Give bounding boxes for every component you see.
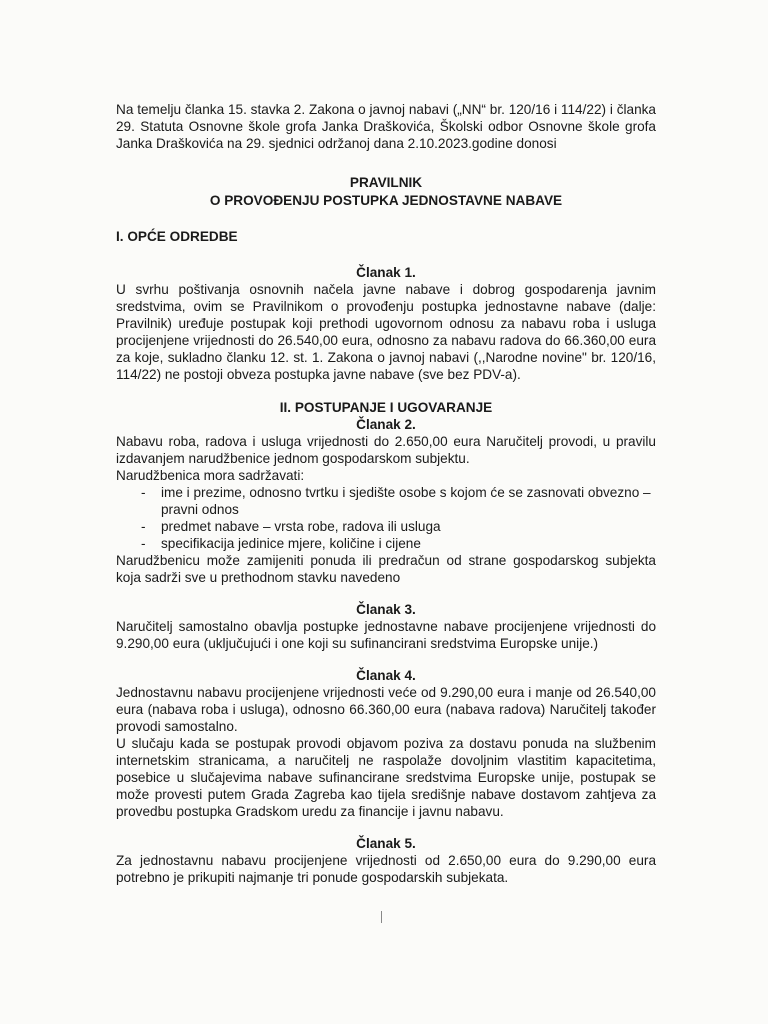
bullet-dash: -	[141, 536, 146, 551]
section-heading-procedure: II. POSTUPANJE I UGOVARANJE	[279, 400, 493, 415]
document-title	[116, 174, 656, 210]
title-line-2: O PROVOĐENJU POSTUPKA JEDNOSTAVNE NABAVE	[209, 193, 563, 208]
preamble: Na temelju članka 15. stavka 2. Zakona o javnoj nabavi („NN“ br. 120/16 i 114/22) i članka 29. Statuta Osnovne škole grofa Janka Draškovića, Školski odbor Osnovne škole grofa Janka Draškovića na 29. sjednici održanoj dana 2.10.2023.godine donosi	[116, 102, 656, 151]
article-5-title: Članak 5.	[356, 836, 416, 851]
article-3-title: Članak 3.	[356, 602, 416, 617]
article-4-text-1: Jednostavnu nabavu procijenjene vrijednosti veće od 9.290,00 eura i manje od 26.540,00 eura (nabava roba i usluga), odnosno 66.360,00 eura (nabava radova) Naručitelj također provodi samostalno.	[116, 685, 656, 734]
page-marker	[381, 911, 382, 923]
section-heading-general: I. OPĆE ODREDBE	[116, 229, 238, 244]
list-item-text: specifikacija jedinice mjere, količine i cijene	[161, 536, 421, 551]
list-item	[116, 518, 656, 535]
article-2-list	[116, 484, 656, 552]
list-item	[116, 535, 656, 552]
article-2-text-1: Nabavu roba, radova i usluga vrijednosti do 2.650,00 eura Naručitelj provodi, u pravilu izdavanjem narudžbenice jednom gospodarskom subjektu.	[116, 434, 656, 466]
article-5-text: Za jednostavnu nabavu procijenjene vrijednosti od 2.650,00 eura do 9.290,00 eura potrebno je prikupiti najmanje tri ponude gospodarskih subjekata.	[116, 853, 656, 885]
article-1-title: Članak 1.	[356, 265, 416, 280]
list-item-text: predmet nabave – vrsta robe, radova ili usluga	[161, 519, 441, 534]
document-body	[116, 101, 656, 886]
list-item	[116, 484, 656, 518]
article-4-text-2: U slučaju kada se postupak provodi objavom poziva za dostavu ponuda na službenim internetskim stranicama, a naručitelj ne raspolaže dovoljnim vlastitim kapacitetima, posebice u slučajevima nabave sufinancirane sredstvima Europske unije, postupak se može provesti putem Grada Zagreba kao tijela središnje nabave dostavom zahtjeva za provedbu postupka Gradskom uredu za financije i javnu nabavu.	[116, 736, 656, 819]
article-1-text: U svrhu poštivanja osnovnih načela javne nabave i dobrog gospodarenja javnim sredstvima, ovim se Pravilnikom o provođenju postupka jednostavne nabave (dalje: Pravilnik) uređuje postupak koji prethodi ugovornom odnosu za nabavu roba i usluga procijenjene vrijednosti do 26.540,00 eura, odnosno za nabavu radova do 66.360,00 eura za koje, sukladno članku 12. st. 1. Zakona o javnoj nabavi (,,Narodne novine" br. 120/16, 114/22) ne postoji obveza postupka javne nabave (sve bez PDV-a).	[116, 282, 656, 382]
list-item-text: ime i prezime, odnosno tvrtku i sjedište osobe s kojom će se zasnovati obvezno – pravni odnos	[161, 485, 651, 517]
article-2-title: Članak 2.	[356, 417, 416, 432]
article-3-text: Naručitelj samostalno obavlja postupke jednostavne nabave procijenjene vrijednosti do 9.290,00 eura (uključujući i one koji su sufinancirani sredstvima Europske unije.)	[116, 619, 656, 651]
article-2-text-2: Narudžbenica mora sadržavati:	[116, 468, 305, 483]
bullet-dash: -	[141, 519, 146, 534]
article-2-text-3: Narudžbenicu može zamijeniti ponuda ili predračun od strane gospodarskog subjekta koja sadrži sve u prethodnom stavku navedeno	[116, 553, 656, 585]
bullet-dash: -	[141, 485, 146, 500]
title-line-1: PRAVILNIK	[349, 175, 423, 190]
article-4-title: Članak 4.	[356, 668, 416, 683]
